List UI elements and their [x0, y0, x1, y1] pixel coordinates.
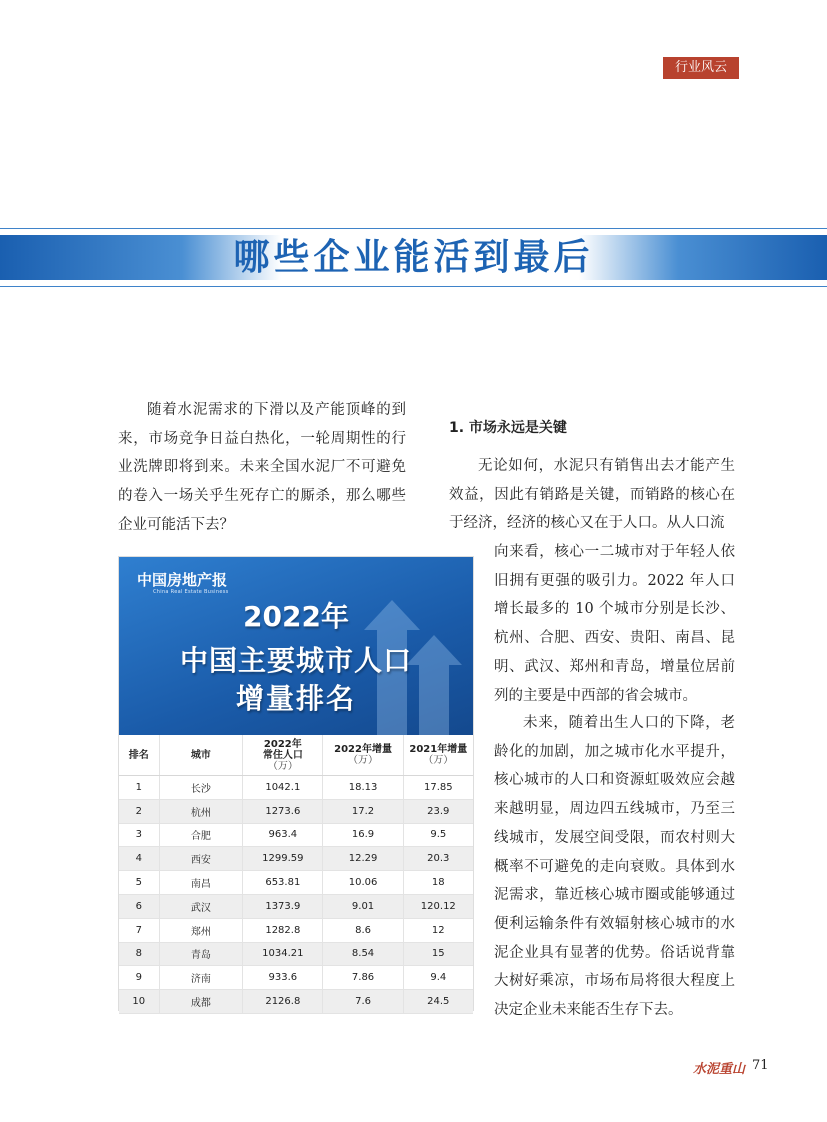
title-rule-top: [0, 228, 827, 229]
city-cell: 郑州: [159, 918, 243, 942]
increase-2022-cell: 8.6: [323, 918, 403, 942]
increase-2021-cell: 17.85: [403, 776, 473, 800]
increase-2021-cell: 20.3: [403, 847, 473, 871]
header-population: [243, 735, 323, 776]
increase-2022-cell: 8.54: [323, 942, 403, 966]
header-population-line1: 2022年: [263, 738, 302, 750]
rank-cell: 8: [119, 942, 159, 966]
population-cell: 2126.8: [243, 990, 323, 1014]
table-header-row: [119, 735, 473, 776]
city-cell: 成都: [159, 990, 243, 1014]
city-cell: 南昌: [159, 871, 243, 895]
increase-2022-cell: 9.01: [323, 894, 403, 918]
table-row: [119, 966, 473, 990]
section-heading: 1. 市场永远是关键: [449, 420, 567, 436]
increase-2021-cell: 24.5: [403, 990, 473, 1014]
table-row: [119, 847, 473, 871]
newspaper-logo: 中国房地产报: [137, 571, 228, 589]
figure-banner: [119, 557, 473, 735]
population-cell: 1299.59: [243, 847, 323, 871]
table-row: [119, 990, 473, 1014]
article-title: 哪些企业能活到最后: [233, 236, 594, 278]
header-population-unit: （万）: [267, 760, 298, 772]
header-increase-2021-label: 2021年增量: [409, 744, 468, 755]
increase-2022-cell: 7.6: [323, 990, 403, 1014]
table-body: [119, 776, 473, 1014]
figure-title-line2: 增量排名: [235, 682, 356, 715]
header-rank: 排名: [119, 735, 159, 776]
city-cell: 合肥: [159, 823, 243, 847]
increase-2022-cell: 7.86: [323, 966, 403, 990]
rank-cell: 9: [119, 966, 159, 990]
population-cell: 653.81: [243, 871, 323, 895]
intro-paragraph: 随着水泥需求的下滑以及产能顶峰的到来，市场竞争日益白热化，一轮周期性的行业洗牌即将到来。未来全国水泥厂不可避免的卷入一场关乎生死存亡的厮杀，那么哪些企业可能活下去？: [118, 402, 406, 533]
header-increase-2022: [323, 735, 403, 776]
increase-2021-cell: 23.9: [403, 799, 473, 823]
population-cell: 1034.21: [243, 942, 323, 966]
population-cell: 1373.9: [243, 894, 323, 918]
rank-cell: 10: [119, 990, 159, 1014]
increase-2022-cell: 17.2: [323, 799, 403, 823]
header-city: 城市: [159, 735, 243, 776]
table-row: [119, 823, 473, 847]
header-increase-2021: [403, 735, 473, 776]
newspaper-logo-subtitle: China Real Estate Business: [153, 589, 229, 595]
increase-2021-cell: 9.5: [403, 823, 473, 847]
city-cell: 长沙: [159, 776, 243, 800]
header-increase-2022-label: 2022年增量: [334, 744, 392, 755]
increase-2021-cell: 15: [403, 942, 473, 966]
city-cell: 西安: [159, 847, 243, 871]
rank-cell: 1: [119, 776, 159, 800]
population-cell: 933.6: [243, 966, 323, 990]
paragraph-market-a: 无论如何，水泥只有销售出去才能产生效益，因此有销路是关键，而销路的核心在于经济，经济的核心又在于人口。从人口流: [449, 458, 735, 532]
increase-2022-cell: 12.29: [323, 847, 403, 871]
title-rule-bottom: [0, 286, 827, 287]
figure-year: 2022年: [243, 600, 349, 633]
figure-title-line1: 中国主要城市人口: [179, 644, 412, 677]
section-tag: 行业风云: [663, 57, 739, 79]
increase-2021-cell: 18: [403, 871, 473, 895]
increase-2021-cell: 9.4: [403, 966, 473, 990]
rank-cell: 6: [119, 894, 159, 918]
city-cell: 武汉: [159, 894, 243, 918]
header-increase-2022-unit: （万）: [348, 755, 379, 766]
city-cell: 青岛: [159, 942, 243, 966]
table-row: [119, 894, 473, 918]
population-cell: 963.4: [243, 823, 323, 847]
header-increase-2021-unit: （万）: [423, 755, 454, 766]
increase-2021-cell: 120.12: [403, 894, 473, 918]
population-cell: 1273.6: [243, 799, 323, 823]
population-cell: 1042.1: [243, 776, 323, 800]
page-number: 71: [752, 1058, 769, 1073]
table-row: [119, 918, 473, 942]
table-row: [119, 776, 473, 800]
increase-2021-cell: 12: [403, 918, 473, 942]
table-row: [119, 942, 473, 966]
rank-cell: 4: [119, 847, 159, 871]
ranking-table: [119, 735, 473, 1014]
increase-2022-cell: 16.9: [323, 823, 403, 847]
city-cell: 济南: [159, 966, 243, 990]
table-row: [119, 871, 473, 895]
increase-2022-cell: 18.13: [323, 776, 403, 800]
paragraph-future: 未来，随着出生人口的下降，老龄化的加剧，加之城市化水平提升，核心城市的人口和资源虹吸效应会越来越明显，周边四五线城市，乃至三线城市，发展空间受限，而农村则大概率不可避免的走向衰败。具体到水泥需求，靠近核心城市圈或能够通过便利运输条件有效辐射核心城市的水泥企业具有显著的优势。俗话说背靠大树好乘凉，市场布局将很大程度上决定企业未来能否生存下去。: [494, 715, 735, 1019]
header-population-line2: 常住人口: [262, 749, 303, 761]
city-cell: 杭州: [159, 799, 243, 823]
table-row: [119, 799, 473, 823]
magazine-logo: 水泥重山: [693, 1062, 746, 1077]
population-cell: 1282.8: [243, 918, 323, 942]
increase-2022-cell: 10.06: [323, 871, 403, 895]
rank-cell: 7: [119, 918, 159, 942]
paragraph-market-b: 向来看，核心一二城市对于年轻人依旧拥有更强的吸引力。2022 年人口增长最多的 10 个城市分别是长沙、杭州、合肥、西安、贵阳、南昌、昆明、武汉、郑州和青岛，增量位居前列的主要是中西部的省会城市。: [494, 544, 735, 704]
population-ranking-figure: [118, 556, 474, 1011]
rank-cell: 5: [119, 871, 159, 895]
rank-cell: 2: [119, 799, 159, 823]
rank-cell: 3: [119, 823, 159, 847]
